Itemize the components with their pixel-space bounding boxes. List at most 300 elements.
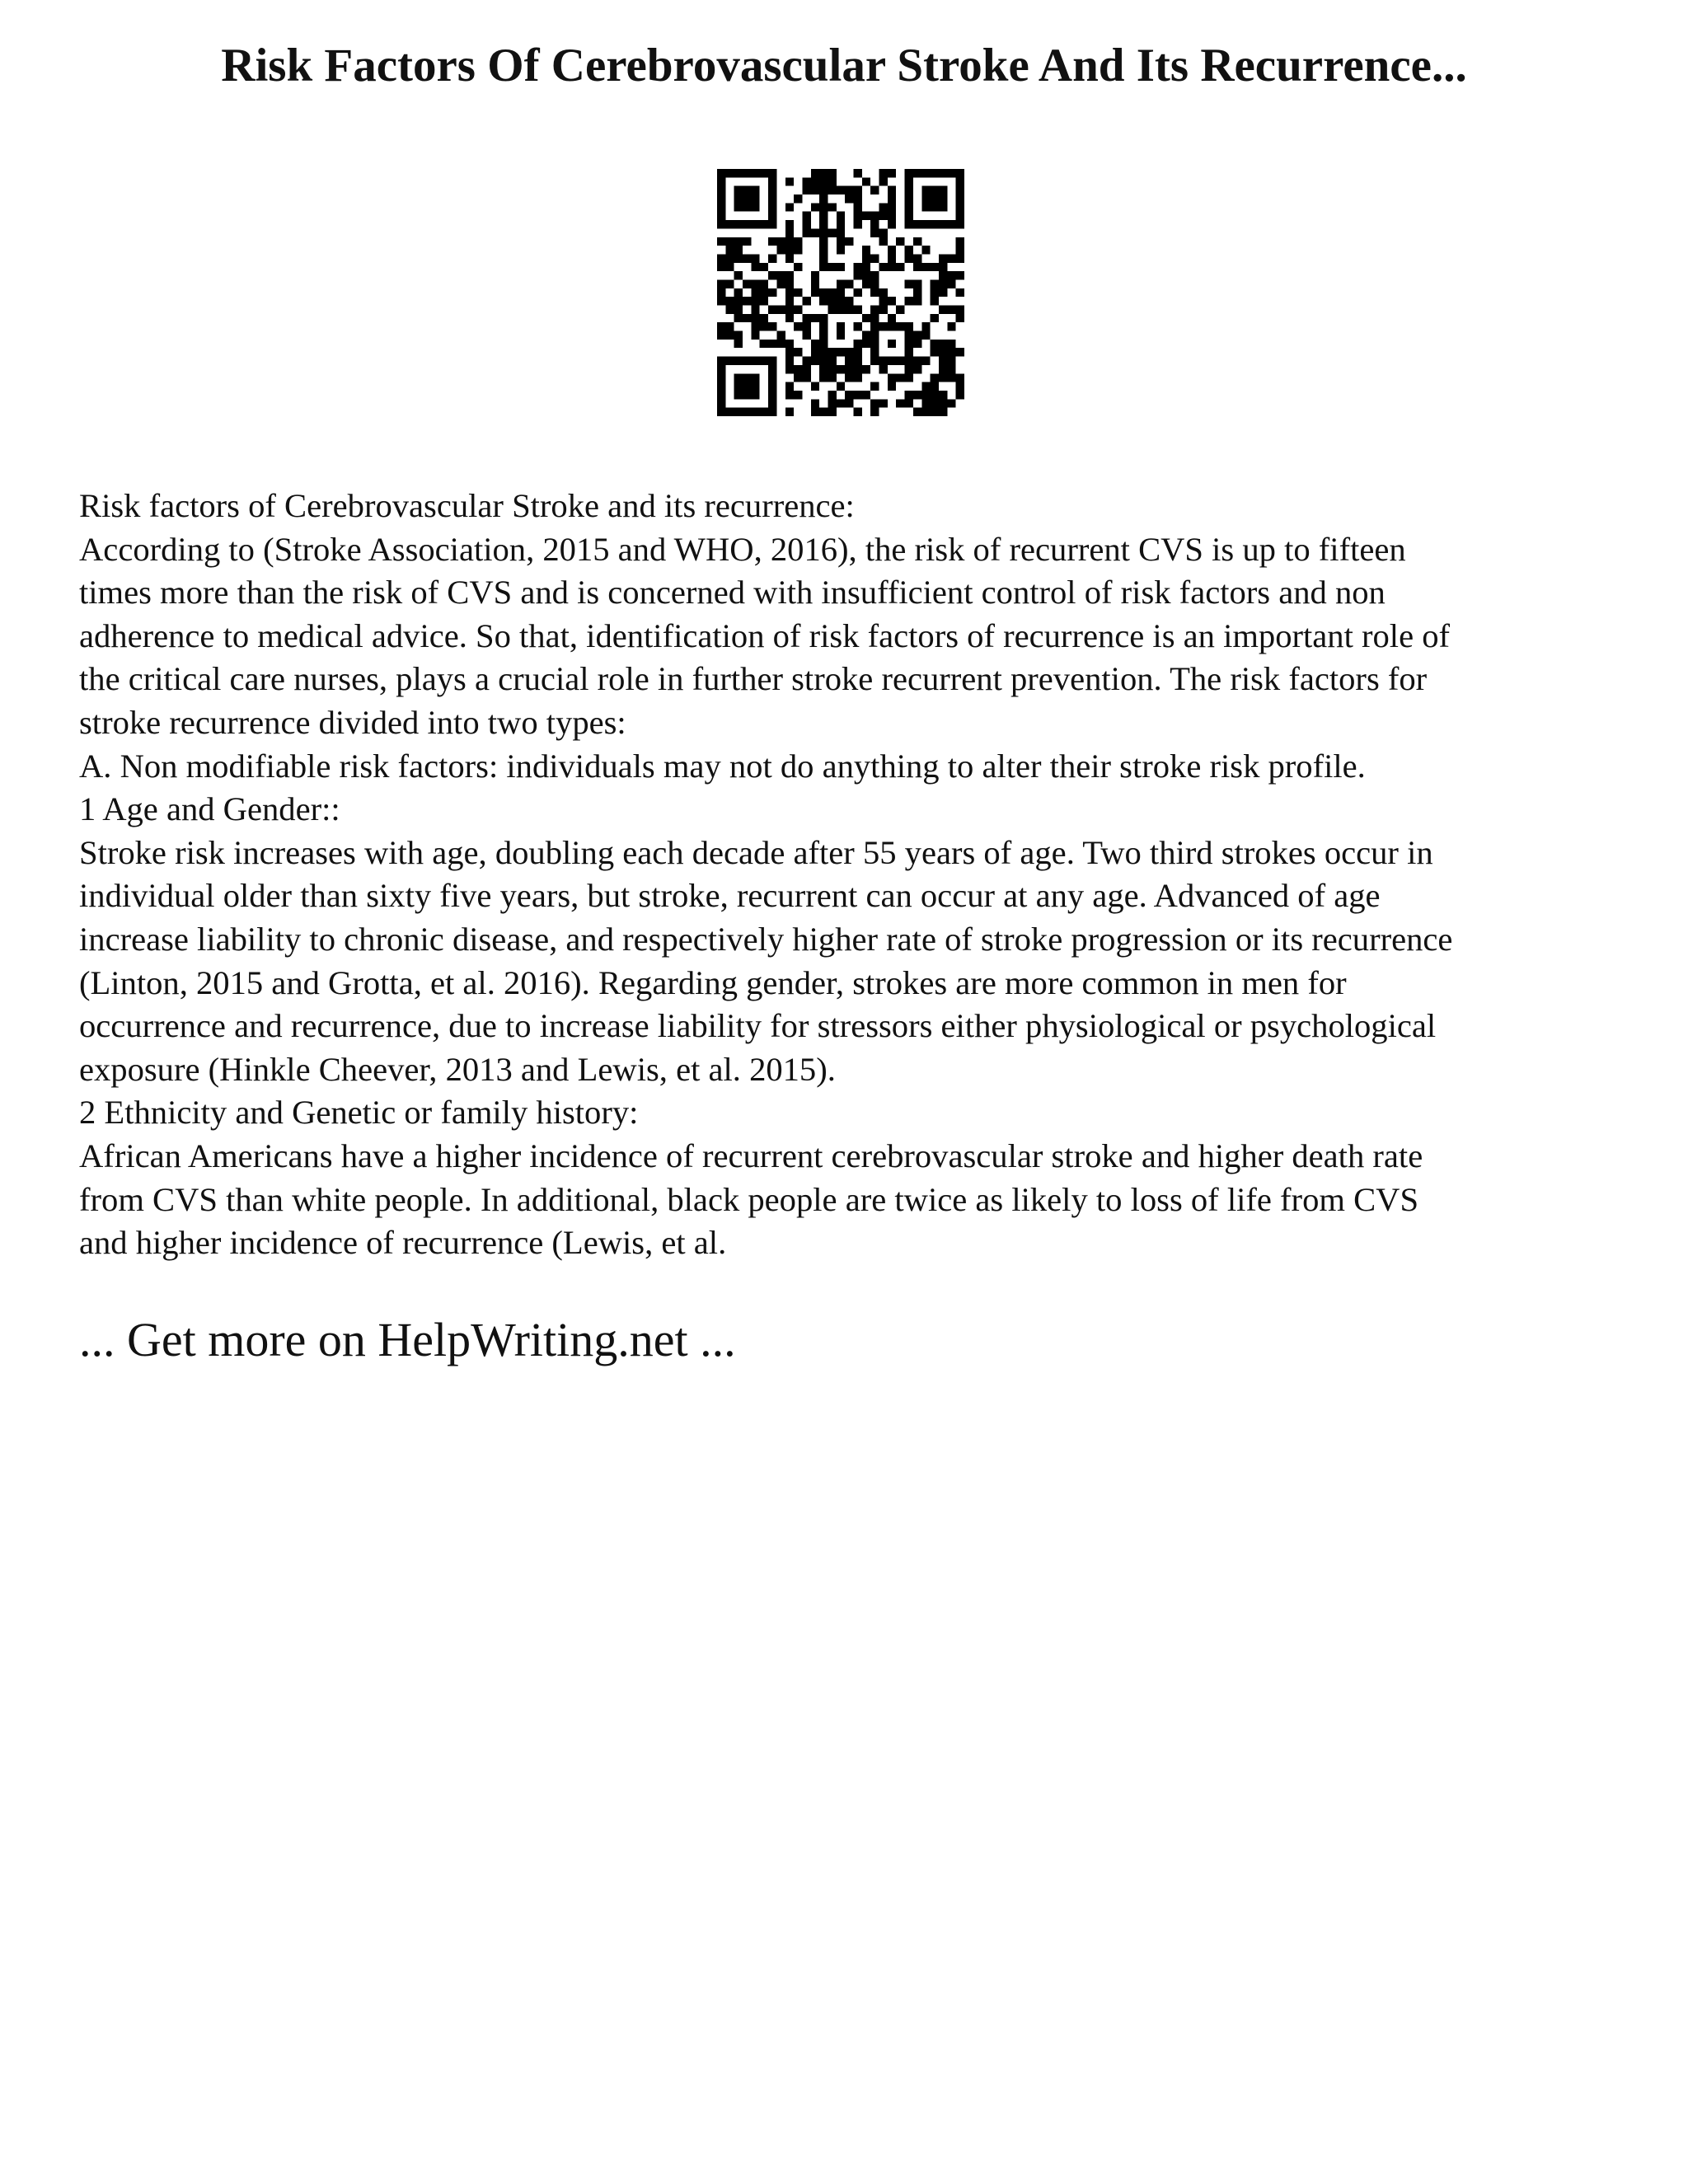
qr-module — [947, 399, 955, 407]
qr-module — [811, 382, 819, 391]
qr-module — [725, 331, 734, 340]
qr-module — [854, 194, 862, 203]
qr-module — [905, 373, 913, 382]
qr-module — [802, 186, 810, 194]
qr-module — [870, 228, 879, 237]
qr-module — [947, 220, 955, 228]
qr-module — [870, 348, 879, 356]
qr-module — [956, 186, 964, 194]
qr-module — [768, 306, 776, 314]
qr-module — [931, 382, 939, 391]
qr-module — [785, 348, 794, 356]
qr-module — [734, 391, 743, 399]
qr-module — [725, 297, 734, 305]
qr-module — [768, 203, 776, 211]
qr-module — [854, 322, 862, 330]
qr-module — [862, 314, 870, 322]
qr-module — [760, 297, 768, 305]
qr-module — [913, 357, 921, 365]
qr-module — [743, 220, 751, 228]
qr-module — [913, 340, 921, 348]
qr-module — [819, 357, 828, 365]
body-line: increase liability to chronic disease, and respectively higher rate of stroke progression or its recurrence — [79, 920, 1453, 958]
qr-module — [819, 246, 828, 254]
qr-module — [870, 271, 879, 279]
qr-module — [751, 194, 759, 203]
qr-module — [828, 263, 836, 271]
qr-module — [896, 306, 904, 314]
qr-module — [870, 288, 879, 297]
qr-module — [819, 228, 828, 237]
qr-module — [751, 254, 759, 262]
qr-module — [751, 314, 759, 322]
qr-module — [725, 246, 734, 254]
qr-module — [854, 203, 862, 211]
qr-module — [947, 306, 955, 314]
qr-module — [888, 212, 896, 220]
qr-module — [785, 408, 794, 416]
qr-module — [845, 357, 853, 365]
qr-module — [947, 279, 955, 288]
qr-module — [785, 288, 794, 297]
qr-module — [956, 220, 964, 228]
get-more-link[interactable]: ... Get more on HelpWriting.net ... — [79, 1313, 736, 1366]
qr-module — [931, 288, 939, 297]
qr-module — [905, 212, 913, 220]
qr-module — [956, 306, 964, 314]
qr-module — [854, 212, 862, 220]
qr-module — [905, 399, 913, 407]
qr-module — [828, 399, 836, 407]
qr-module — [956, 194, 964, 203]
body-line: individual older than sixty five years, but stroke, recurrent can occur at any age. Advanced of age — [79, 877, 1381, 915]
qr-module — [717, 382, 725, 391]
qr-module — [768, 399, 776, 407]
qr-module — [913, 331, 921, 340]
qr-module — [870, 279, 879, 288]
qr-module — [870, 306, 879, 314]
qr-module — [734, 373, 743, 382]
qr-module — [879, 365, 888, 373]
qr-module — [888, 314, 896, 322]
qr-module — [845, 373, 853, 382]
qr-module — [879, 177, 888, 185]
qr-module — [939, 194, 947, 203]
qr-module — [921, 186, 930, 194]
qr-module — [854, 348, 862, 356]
qr-module — [854, 340, 862, 348]
body-line: (Linton, 2015 and Grotta, et al. 2016). Regarding gender, strokes are more common in men for — [79, 963, 1347, 1001]
qr-module — [837, 382, 845, 391]
qr-module — [870, 382, 879, 391]
qr-module — [725, 263, 734, 271]
body-line: Stroke risk increases with age, doubling each decade after 55 years of age. Two third strokes occur in — [79, 833, 1433, 871]
qr-module — [743, 237, 751, 246]
qr-module — [956, 373, 964, 382]
qr-module — [837, 331, 845, 340]
qr-module — [913, 237, 921, 246]
qr-module — [879, 228, 888, 237]
qr-module — [828, 365, 836, 373]
qr-module — [931, 186, 939, 194]
qr-module — [870, 212, 879, 220]
qr-module — [819, 322, 828, 330]
qr-module — [802, 220, 810, 228]
qr-module — [819, 348, 828, 356]
qr-module — [802, 297, 810, 305]
qr-module — [743, 314, 751, 322]
qr-module — [837, 212, 845, 220]
qr-module — [956, 169, 964, 177]
qr-module — [734, 382, 743, 391]
section-a-heading: A. Non modifiable risk factors: individuals may not do anything to alter their stroke risk profile. — [79, 747, 1366, 785]
qr-module — [939, 373, 947, 382]
qr-module — [776, 340, 785, 348]
qr-module — [811, 348, 819, 356]
qr-module — [785, 254, 794, 262]
qr-module — [931, 348, 939, 356]
qr-module — [931, 279, 939, 288]
qr-module — [931, 203, 939, 211]
qr-module — [939, 203, 947, 211]
qr-module — [921, 246, 930, 254]
qr-module — [725, 306, 734, 314]
qr-module — [845, 194, 853, 203]
qr-code-icon — [717, 169, 964, 416]
qr-module — [785, 237, 794, 246]
qr-module — [828, 348, 836, 356]
qr-module — [760, 288, 768, 297]
qr-module — [717, 322, 725, 330]
qr-module — [939, 348, 947, 356]
qr-module — [905, 220, 913, 228]
qr-module — [854, 169, 862, 177]
qr-module — [802, 322, 810, 330]
qr-module — [802, 212, 810, 220]
qr-module — [837, 322, 845, 330]
qr-module — [734, 408, 743, 416]
qr-module — [785, 279, 794, 288]
qr-module — [734, 254, 743, 262]
qr-module — [794, 373, 802, 382]
qr-module — [862, 254, 870, 262]
qr-module — [785, 340, 794, 348]
qr-module — [768, 212, 776, 220]
qr-module — [947, 357, 955, 365]
qr-module — [802, 365, 810, 373]
qr-module — [854, 271, 862, 279]
qr-module — [760, 408, 768, 416]
qr-module — [794, 348, 802, 356]
qr-module — [725, 220, 734, 228]
qr-module — [768, 194, 776, 203]
qr-module — [905, 186, 913, 194]
qr-module — [905, 357, 913, 365]
qr-module — [888, 169, 896, 177]
qr-module — [913, 408, 921, 416]
qr-module — [760, 220, 768, 228]
qr-module — [751, 203, 759, 211]
qr-module — [751, 263, 759, 271]
qr-module — [751, 186, 759, 194]
qr-module — [743, 203, 751, 211]
qr-module — [794, 391, 802, 399]
qr-module — [802, 228, 810, 237]
qr-module — [854, 365, 862, 373]
qr-module — [939, 408, 947, 416]
qr-module — [802, 373, 810, 382]
qr-module — [854, 186, 862, 194]
qr-module — [794, 288, 802, 297]
qr-module — [785, 306, 794, 314]
qr-module — [811, 177, 819, 185]
qr-module — [760, 169, 768, 177]
qr-module — [811, 279, 819, 288]
qr-module — [888, 246, 896, 254]
qr-module — [768, 382, 776, 391]
qr-module — [717, 365, 725, 373]
qr-module — [811, 399, 819, 407]
qr-module — [913, 365, 921, 373]
qr-module — [751, 391, 759, 399]
qr-module — [947, 348, 955, 356]
qr-module — [921, 220, 930, 228]
qr-module — [845, 306, 853, 314]
qr-module — [828, 177, 836, 185]
qr-module — [725, 357, 734, 365]
document-title: Risk Factors Of Cerebrovascular Stroke And Its Recurrence... — [221, 40, 1467, 91]
qr-module — [751, 279, 759, 288]
qr-module — [811, 408, 819, 416]
qr-module — [888, 186, 896, 194]
qr-module — [896, 237, 904, 246]
qr-module — [819, 254, 828, 262]
qr-module — [956, 288, 964, 297]
qr-module — [734, 237, 743, 246]
qr-module — [768, 186, 776, 194]
qr-module — [717, 212, 725, 220]
qr-module — [947, 169, 955, 177]
body-line: exposure (Hinkle Cheever, 2013 and Lewis, et al. 2015). — [79, 1050, 836, 1088]
qr-module — [785, 177, 794, 185]
qr-module — [862, 263, 870, 271]
qr-module — [845, 279, 853, 288]
qr-module — [931, 194, 939, 203]
qr-module — [734, 331, 743, 340]
qr-module — [743, 391, 751, 399]
qr-module — [947, 373, 955, 382]
qr-module — [837, 365, 845, 373]
qr-module — [828, 228, 836, 237]
qr-module — [854, 408, 862, 416]
qr-module — [870, 314, 879, 322]
qr-module — [896, 322, 904, 330]
qr-module — [888, 297, 896, 305]
qr-module — [768, 271, 776, 279]
qr-module — [862, 271, 870, 279]
qr-module — [837, 306, 845, 314]
qr-module — [956, 203, 964, 211]
qr-module — [734, 194, 743, 203]
qr-module — [879, 237, 888, 246]
qr-module — [905, 279, 913, 288]
qr-module — [947, 365, 955, 373]
qr-module — [743, 194, 751, 203]
qr-module — [717, 220, 725, 228]
qr-module — [870, 331, 879, 340]
qr-module — [921, 391, 930, 399]
qr-module — [725, 322, 734, 330]
qr-module — [828, 203, 836, 211]
qr-module — [819, 186, 828, 194]
qr-module — [785, 271, 794, 279]
qr-module — [725, 408, 734, 416]
qr-module — [760, 322, 768, 330]
qr-module — [819, 340, 828, 348]
qr-module — [811, 357, 819, 365]
qr-module — [879, 322, 888, 330]
qr-module — [837, 348, 845, 356]
qr-module — [717, 237, 725, 246]
qr-module — [819, 331, 828, 340]
qr-module — [862, 391, 870, 399]
qr-module — [879, 297, 888, 305]
qr-module — [811, 169, 819, 177]
qr-module — [785, 203, 794, 211]
qr-module — [862, 212, 870, 220]
qr-module — [837, 279, 845, 288]
qr-module — [776, 246, 785, 254]
qr-module — [921, 357, 930, 365]
qr-module — [819, 212, 828, 220]
qr-module — [785, 297, 794, 305]
qr-module — [956, 246, 964, 254]
qr-module — [905, 322, 913, 330]
qr-module — [751, 220, 759, 228]
qr-module — [931, 408, 939, 416]
body-line: stroke recurrence divided into two types: — [79, 703, 626, 741]
qr-module — [751, 382, 759, 391]
qr-module — [819, 263, 828, 271]
qr-module — [913, 391, 921, 399]
qr-module — [794, 365, 802, 373]
qr-module — [776, 306, 785, 314]
qr-module — [905, 297, 913, 305]
qr-module — [717, 399, 725, 407]
qr-module — [717, 408, 725, 416]
qr-module — [828, 186, 836, 194]
qr-module — [811, 314, 819, 322]
qr-module — [837, 186, 845, 194]
qr-module — [870, 220, 879, 228]
qr-module — [888, 220, 896, 228]
qr-module — [734, 220, 743, 228]
qr-module — [888, 340, 896, 348]
qr-module — [760, 314, 768, 322]
qr-module — [931, 314, 939, 322]
qr-module — [717, 288, 725, 297]
qr-module — [913, 220, 921, 228]
qr-module — [905, 331, 913, 340]
qr-module — [888, 194, 896, 203]
qr-module — [837, 297, 845, 305]
qr-module — [896, 357, 904, 365]
qr-module — [845, 297, 853, 305]
qr-module — [870, 357, 879, 365]
qr-module — [879, 357, 888, 365]
qr-module — [837, 263, 845, 271]
qr-module — [888, 254, 896, 262]
qr-module — [819, 373, 828, 382]
qr-module — [913, 254, 921, 262]
qr-module — [717, 331, 725, 340]
qr-module — [743, 297, 751, 305]
qr-module — [905, 194, 913, 203]
body-line: from CVS than white people. In additional, black people are twice as likely to loss of life from CVS — [79, 1180, 1419, 1218]
qr-module — [931, 340, 939, 348]
qr-module — [785, 246, 794, 254]
qr-module — [837, 246, 845, 254]
qr-module — [862, 177, 870, 185]
qr-module — [862, 246, 870, 254]
qr-module — [888, 322, 896, 330]
qr-module — [931, 373, 939, 382]
qr-module — [939, 279, 947, 288]
qr-module — [717, 194, 725, 203]
qr-module — [785, 391, 794, 399]
qr-module — [743, 279, 751, 288]
qr-module — [905, 169, 913, 177]
qr-module — [854, 220, 862, 228]
qr-module — [879, 212, 888, 220]
qr-module — [921, 194, 930, 203]
qr-module — [879, 169, 888, 177]
qr-module — [768, 365, 776, 373]
qr-module — [931, 263, 939, 271]
subsection-1-heading: 1 Age and Gender:: — [79, 790, 340, 828]
qr-module — [819, 220, 828, 228]
qr-module — [888, 263, 896, 271]
qr-module — [819, 237, 828, 246]
qr-module — [717, 263, 725, 271]
body-line: occurrence and recurrence, due to increase liability for stressors either physiological or psychological — [79, 1007, 1437, 1045]
qr-module — [837, 220, 845, 228]
qr-module — [785, 220, 794, 228]
qr-module — [931, 391, 939, 399]
qr-module — [819, 297, 828, 305]
qr-module — [921, 322, 930, 330]
qr-module — [734, 246, 743, 254]
qr-module — [939, 186, 947, 194]
qr-module — [828, 391, 836, 399]
qr-module — [768, 340, 776, 348]
qr-module — [921, 203, 930, 211]
qr-module — [768, 169, 776, 177]
qr-module — [768, 220, 776, 228]
qr-module — [768, 391, 776, 399]
qr-module — [743, 186, 751, 194]
qr-module — [870, 340, 879, 348]
qr-module — [939, 288, 947, 297]
qr-module — [811, 228, 819, 237]
qr-module — [939, 399, 947, 407]
qr-module — [776, 331, 785, 340]
qr-module — [837, 288, 845, 297]
qr-module — [828, 306, 836, 314]
qr-module — [794, 246, 802, 254]
qr-module — [854, 306, 862, 314]
qr-module — [794, 237, 802, 246]
